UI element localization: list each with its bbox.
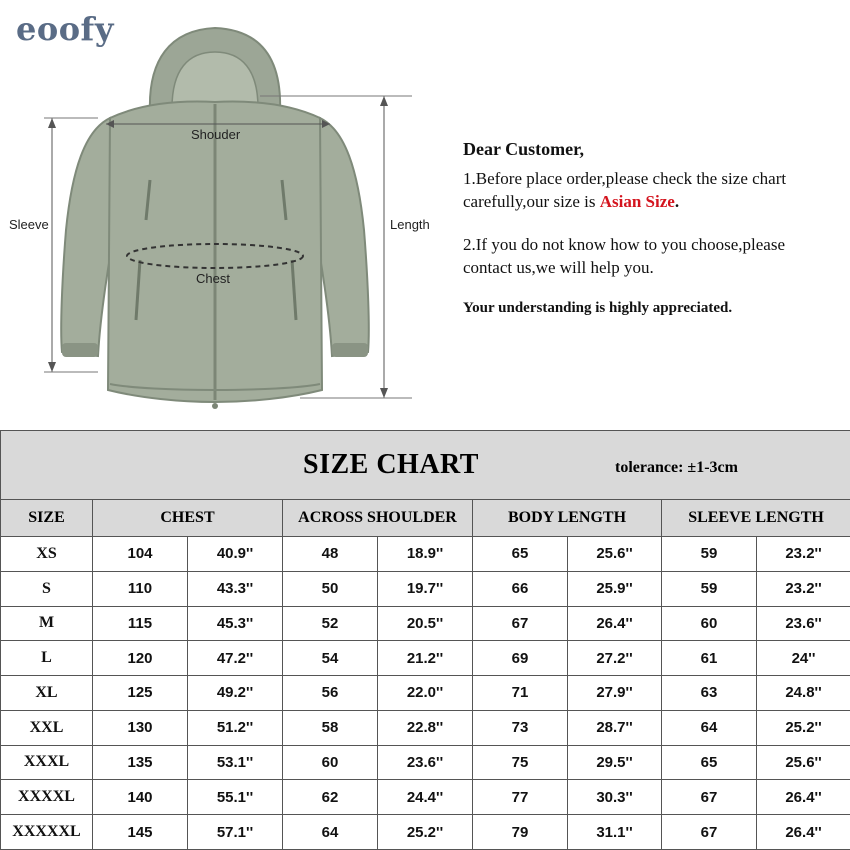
cell-size: XXL bbox=[1, 710, 93, 745]
table-row bbox=[1, 710, 850, 745]
cell-size: XXXL bbox=[1, 745, 93, 780]
cell-chest-cm: 104 bbox=[93, 537, 188, 572]
cell-shoulder-in: 18.9'' bbox=[378, 537, 473, 572]
cell-chest-in: 57.1'' bbox=[188, 815, 283, 850]
cell-body-length-cm: 69 bbox=[473, 641, 568, 676]
cell-chest-in: 49.2'' bbox=[188, 676, 283, 711]
cell-body-length-cm: 65 bbox=[473, 537, 568, 572]
cell-body-length-in: 28.7'' bbox=[568, 710, 662, 745]
cell-body-length-in: 27.9'' bbox=[568, 676, 662, 711]
cell-sleeve-length-in: 25.6'' bbox=[757, 745, 850, 780]
table-row bbox=[1, 571, 850, 606]
cell-shoulder-in: 20.5'' bbox=[378, 606, 473, 641]
table-row bbox=[1, 676, 850, 711]
chart-title-cell bbox=[1, 431, 850, 500]
cell-sleeve-length-in: 26.4'' bbox=[757, 780, 850, 815]
header-chest: CHEST bbox=[93, 500, 283, 537]
cell-body-length-in: 31.1'' bbox=[568, 815, 662, 850]
cell-size: L bbox=[1, 641, 93, 676]
cell-sleeve-length-in: 24.8'' bbox=[757, 676, 850, 711]
cell-sleeve-length-in: 23.6'' bbox=[757, 606, 850, 641]
shoulder-label: Shouder bbox=[191, 127, 241, 142]
cell-shoulder-in: 21.2'' bbox=[378, 641, 473, 676]
customer-notice bbox=[463, 138, 838, 320]
header-size: SIZE bbox=[1, 500, 93, 537]
cell-body-length-cm: 67 bbox=[473, 606, 568, 641]
cell-chest-in: 40.9'' bbox=[188, 537, 283, 572]
table-row bbox=[1, 780, 850, 815]
asian-size-highlight: Asian Size bbox=[599, 192, 675, 211]
cell-shoulder-cm: 52 bbox=[283, 606, 378, 641]
cell-chest-in: 45.3'' bbox=[188, 606, 283, 641]
cell-sleeve-length-cm: 59 bbox=[662, 537, 757, 572]
cell-shoulder-cm: 48 bbox=[283, 537, 378, 572]
cell-shoulder-cm: 62 bbox=[283, 780, 378, 815]
cell-body-length-cm: 79 bbox=[473, 815, 568, 850]
cell-chest-cm: 145 bbox=[93, 815, 188, 850]
cell-chest-cm: 135 bbox=[93, 745, 188, 780]
cell-body-length-in: 27.2'' bbox=[568, 641, 662, 676]
cell-sleeve-length-in: 23.2'' bbox=[757, 537, 850, 572]
notice-line-1 bbox=[463, 167, 838, 213]
brand-logo: eoofy bbox=[16, 10, 114, 48]
cell-sleeve-length-cm: 61 bbox=[662, 641, 757, 676]
cell-shoulder-cm: 58 bbox=[283, 710, 378, 745]
cell-size: XXXXL bbox=[1, 780, 93, 815]
cell-shoulder-in: 22.8'' bbox=[378, 710, 473, 745]
notice-greeting: Dear Customer, bbox=[463, 139, 584, 159]
cell-chest-in: 51.2'' bbox=[188, 710, 283, 745]
cell-size: XS bbox=[1, 537, 93, 572]
cell-shoulder-cm: 64 bbox=[283, 815, 378, 850]
cell-size: XL bbox=[1, 676, 93, 711]
cell-body-length-in: 25.9'' bbox=[568, 571, 662, 606]
cell-chest-in: 47.2'' bbox=[188, 641, 283, 676]
cell-sleeve-length-in: 23.2'' bbox=[757, 571, 850, 606]
cell-sleeve-length-cm: 63 bbox=[662, 676, 757, 711]
cell-sleeve-length-in: 25.2'' bbox=[757, 710, 850, 745]
chest-label: Chest bbox=[196, 271, 230, 286]
cell-shoulder-cm: 54 bbox=[283, 641, 378, 676]
cell-shoulder-cm: 56 bbox=[283, 676, 378, 711]
cell-size: XXXXXL bbox=[1, 815, 93, 850]
chart-header-row bbox=[1, 500, 850, 537]
cell-shoulder-in: 19.7'' bbox=[378, 571, 473, 606]
cell-shoulder-in: 23.6'' bbox=[378, 745, 473, 780]
table-row bbox=[1, 745, 850, 780]
chart-title-row bbox=[1, 431, 850, 500]
cell-sleeve-length-cm: 67 bbox=[662, 815, 757, 850]
cell-body-length-cm: 77 bbox=[473, 780, 568, 815]
cell-shoulder-in: 24.4'' bbox=[378, 780, 473, 815]
table-row bbox=[1, 815, 850, 850]
table-row bbox=[1, 641, 850, 676]
cell-chest-cm: 140 bbox=[93, 780, 188, 815]
cell-size: S bbox=[1, 571, 93, 606]
table-row bbox=[1, 537, 850, 572]
cell-chest-cm: 125 bbox=[93, 676, 188, 711]
notice-line-1-text: 1.Before place order,please check the size chart carefully,our size is bbox=[463, 169, 787, 211]
chart-title: SIZE CHART bbox=[303, 449, 479, 480]
cell-shoulder-in: 25.2'' bbox=[378, 815, 473, 850]
cell-chest-in: 55.1'' bbox=[188, 780, 283, 815]
cell-shoulder-cm: 60 bbox=[283, 745, 378, 780]
cell-sleeve-length-cm: 60 bbox=[662, 606, 757, 641]
cell-sleeve-length-cm: 59 bbox=[662, 571, 757, 606]
cell-body-length-cm: 73 bbox=[473, 710, 568, 745]
cell-body-length-in: 26.4'' bbox=[568, 606, 662, 641]
cell-sleeve-length-in: 26.4'' bbox=[757, 815, 850, 850]
cell-chest-cm: 115 bbox=[93, 606, 188, 641]
cell-chest-cm: 120 bbox=[93, 641, 188, 676]
cell-body-length-cm: 75 bbox=[473, 745, 568, 780]
notice-line-2: 2.If you do not know how to you choose,please contact us,we will help you. bbox=[463, 235, 786, 277]
table-row bbox=[1, 606, 850, 641]
cell-body-length-in: 30.3'' bbox=[568, 780, 662, 815]
sleeve-label: Sleeve bbox=[9, 217, 49, 232]
cell-size: M bbox=[1, 606, 93, 641]
cell-body-length-in: 29.5'' bbox=[568, 745, 662, 780]
notice-line-1-end: . bbox=[674, 192, 680, 211]
chart-body bbox=[1, 537, 850, 850]
cell-body-length-cm: 66 bbox=[473, 571, 568, 606]
cell-sleeve-length-cm: 65 bbox=[662, 745, 757, 780]
cell-shoulder-cm: 50 bbox=[283, 571, 378, 606]
jacket-illustration bbox=[0, 0, 450, 420]
cell-body-length-cm: 71 bbox=[473, 676, 568, 711]
cell-sleeve-length-in: 24'' bbox=[757, 641, 850, 676]
header-sleeve-length: SLEEVE LENGTH bbox=[662, 500, 850, 537]
jacket-measurement-diagram bbox=[0, 0, 450, 420]
size-chart-table bbox=[0, 430, 850, 850]
tolerance-note: tolerance: ±1-3cm bbox=[615, 459, 738, 476]
cell-chest-cm: 110 bbox=[93, 571, 188, 606]
cell-sleeve-length-cm: 67 bbox=[662, 780, 757, 815]
cell-sleeve-length-cm: 64 bbox=[662, 710, 757, 745]
cell-chest-cm: 130 bbox=[93, 710, 188, 745]
length-label: Length bbox=[390, 217, 430, 232]
header-body-length: BODY LENGTH bbox=[473, 500, 662, 537]
cell-shoulder-in: 22.0'' bbox=[378, 676, 473, 711]
header-across-shoulder: ACROSS SHOULDER bbox=[283, 500, 473, 537]
cell-chest-in: 43.3'' bbox=[188, 571, 283, 606]
cell-body-length-in: 25.6'' bbox=[568, 537, 662, 572]
cell-chest-in: 53.1'' bbox=[188, 745, 283, 780]
notice-closing: Your understanding is highly appreciated. bbox=[463, 300, 733, 316]
